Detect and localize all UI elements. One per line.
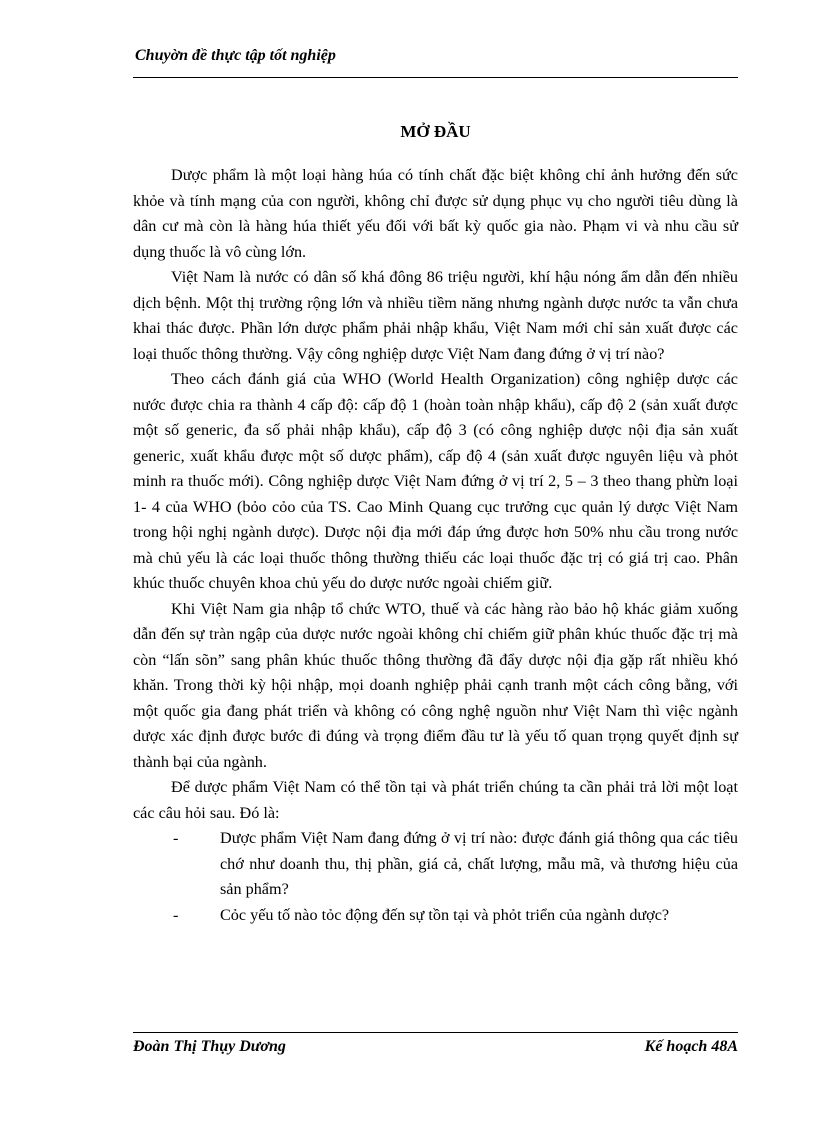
paragraph: Khi Việt Nam gia nhập tổ chức WTO, thuế và các hàng rào bảo hộ khác giảm xuống dẫn đến sự tràn ngập của dược nước ngoài không chỉ chiếm giữ phân khúc thuốc đặc trị mà còn “lấn sõn” sang phân khúc thuốc thông thường đã đẩy dược nội địa gặp rất nhiều khó khăn. Trong thời kỳ hội nhập, mọi doanh nghiệp phải cạnh tranh một cách công bằng, với một quốc gia đang phát triển và không có công nghệ nguồn như Việt Nam thì việc ngành dược xác định được bước đi đúng và trọng điểm đầu tư là yếu tố quan trọng quyết định sự thành bại của ngành. bbox=[133, 599, 738, 771]
footer-class: Kế hoạch 48A bbox=[644, 1038, 738, 1055]
document-title: MỞ ĐẦU bbox=[400, 122, 471, 141]
bullet-marker: - bbox=[173, 905, 179, 924]
list-item bbox=[133, 826, 738, 903]
paragraph: Việt Nam là nước có dân số khá đông 86 triệu người, khí hậu nóng ẩm dẫn đến nhiều dịch bệnh. Một thị trường rộng lớn và nhiều tiềm năng nhưng ngành dược nước ta vẫn chưa khai thác được. Phần lớn dược phẩm phải nhập khẩu, Việt Nam mới chỉ sản xuất được các loại thuốc thông thường. Vậy công nghiệp dược Việt Nam đang đứng ở vị trí nào? bbox=[133, 268, 738, 363]
list-item bbox=[133, 903, 738, 929]
footer-divider bbox=[133, 1032, 738, 1033]
footer-author: Đoàn Thị Thụy Dương bbox=[133, 1038, 286, 1055]
paragraph: Để dược phẩm Việt Nam có thể tồn tại và phát triển chúng ta cần phải trả lời một loạt các câu hỏi sau. Đó là: bbox=[133, 778, 738, 822]
page-footer bbox=[133, 1035, 738, 1059]
paragraph: Theo cách đánh giá của WHO (World Health Organization) công nghiệp dược các nước được chia ra thành 4 cấp độ: cấp độ 1 (hoàn toàn nhập khẩu), cấp độ 2 (sản xuất được một số generic, đa số phải nhập khẩu), cấp độ 3 (có công nghiệp dược nội địa sản xuất generic, xuất khẩu được một số dược phẩm), cấp độ 4 (sản xuất được nguyên liệu và phỏt minh ra thuốc mới). Công nghiệp dược Việt Nam đứng ở vị trí 2, 5 – 3 theo thang phừn loại 1- 4 của WHO (bỏo cỏo của TS. Cao Minh Quang cục trưởng cục quản lý dược Việt Nam trong hội nghị ngành dược). Dược nội địa mới đáp ứng được hơn 50% nhu cầu trong nước mà chủ yếu là các loại thuốc thông thường thiếu các loại thuốc đặc trị có giá trị cao. Phân khúc thuốc chuyên khoa chủ yếu do dược nước ngoài chiếm giữ. bbox=[133, 370, 738, 592]
page-header-title: Chuyờn đề thực tập tốt nghiệp bbox=[135, 47, 336, 64]
list-item-text: Dược phẩm Việt Nam đang đứng ở vị trí nào: được đánh giá thông qua các tiêu chớ như doanh thu, thị phần, giá cả, chất lượng, mẫu mã, và thương hiệu của sản phẩm? bbox=[220, 829, 738, 898]
bullet-marker: - bbox=[173, 829, 179, 847]
list-item-text: Cỏc yếu tố nào tỏc động đến sự tồn tại và phỏt triển của ngành dược? bbox=[220, 905, 670, 924]
document-body bbox=[133, 163, 738, 928]
question-list bbox=[133, 826, 738, 928]
paragraph: Dược phẩm là một loại hàng húa có tính chất đặc biệt không chỉ ảnh hưởng đến sức khỏe và tính mạng của con người, không chỉ được sử dụng phục vụ cho người tiêu dùng là dân cư mà còn là hàng húa thiết yếu đối với bất kỳ quốc gia nào. Phạm vi và nhu cầu sử dụng thuốc là vô cùng lớn. bbox=[133, 166, 738, 261]
header-divider bbox=[133, 77, 738, 78]
